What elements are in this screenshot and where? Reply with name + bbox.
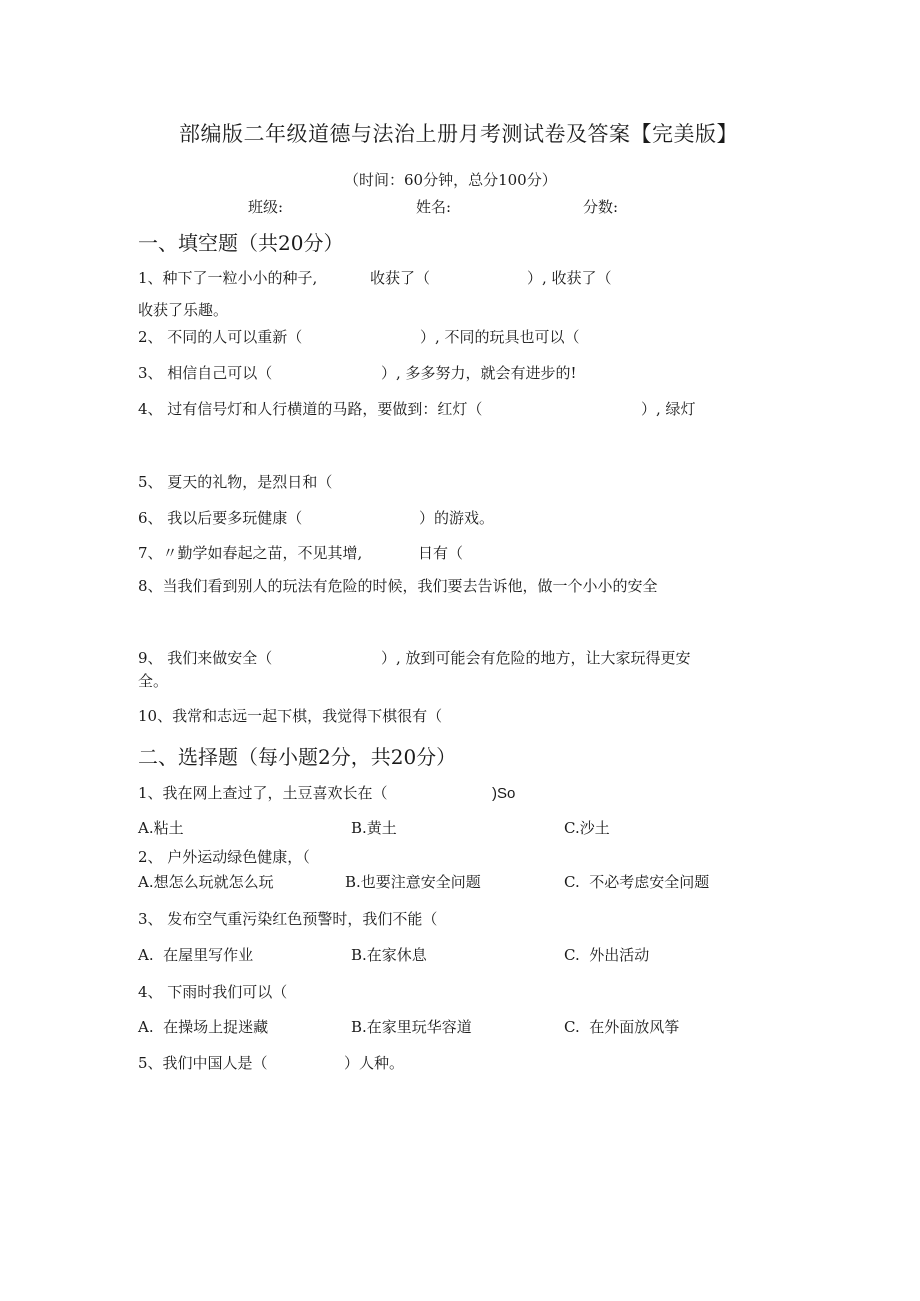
fill-q3-b: ）, 多多努力，就会有进步的!: [381, 364, 577, 382]
choice-q1-option-c: C.沙土: [564, 819, 610, 837]
fill-q1-b: 收获了（: [370, 269, 431, 287]
choice-q4-option-c: C. 在外面放风筝: [564, 1018, 680, 1036]
choice-q1-option-b: B.黄土: [351, 819, 397, 837]
score-label: 分数:: [583, 198, 619, 216]
fill-q1-c: ）, 收获了（: [527, 269, 612, 287]
choice-q2-option-b: B.也要注意安全问题: [345, 873, 481, 891]
choice-q2: 2、 户外运动绿色健康，（: [138, 848, 310, 866]
choice-q3-option-c: C. 外出活动: [564, 946, 650, 964]
section1-heading: 一、填空题（共20分）: [138, 231, 344, 255]
time-note: （时间：60分钟，总分100分）: [344, 171, 557, 189]
fill-q5: 5、 夏天的礼物，是烈日和（: [138, 473, 333, 491]
fill-q2-a: 2、 不同的人可以重新（: [138, 328, 303, 346]
choice-q1-a: 1、我在网上查过了，土豆喜欢长在（: [138, 784, 388, 802]
exam-title: 部编版二年级道德与法治上册月考测试卷及答案【完美版】: [179, 122, 738, 146]
choice-q5-b: ）人种。: [344, 1054, 405, 1072]
fill-q6-b: ）的游戏。: [419, 509, 495, 527]
fill-q7-b: 日有（: [418, 544, 464, 562]
fill-q1-d: 收获了乐趣。: [138, 301, 229, 319]
choice-q3-option-b: B.在家休息: [351, 946, 427, 964]
choice-q2-option-c: C. 不必考虑安全问题: [564, 873, 710, 891]
fill-q10: 10、我常和志远一起下棋，我觉得下棋很有（: [138, 707, 443, 725]
choice-q1-option-a: A.粘土: [138, 819, 184, 837]
fill-q3-a: 3、 相信自己可以（: [138, 364, 273, 382]
fill-q9-c: 全。: [138, 672, 169, 690]
fill-q4-a: 4、 过有信号灯和人行横道的马路，要做到：红灯（: [138, 400, 483, 418]
choice-q4-option-b: B.在家里玩华容道: [351, 1018, 472, 1036]
fill-q9-a: 9、 我们来做安全（: [138, 649, 273, 667]
section2-heading: 二、选择题（每小题2分，共20分）: [138, 745, 457, 769]
fill-q2-b: ）, 不同的玩具也可以（: [420, 328, 580, 346]
choice-q3-option-a: A. 在屋里写作业: [138, 946, 254, 964]
fill-q7-a: 7、〃勤学如春起之苗，不见其增,: [138, 544, 363, 562]
class-label: 班级:: [248, 198, 284, 216]
choice-q3: 3、 发布空气重污染红色预警时，我们不能（: [138, 910, 438, 928]
fill-q1-a: 1、种下了一粒小小的种子,: [138, 269, 318, 287]
fill-q4-b: ）, 绿灯: [641, 400, 696, 418]
choice-q1-b: )So: [492, 785, 516, 802]
fill-q9-b: ）, 放到可能会有危险的地方，让大家玩得更安: [381, 649, 691, 667]
choice-q4-option-a: A. 在操场上捉迷藏: [138, 1018, 269, 1036]
fill-q8: 8、当我们看到别人的玩法有危险的时候，我们要去告诉他，做一个小小的安全: [138, 577, 658, 595]
fill-q6-a: 6、 我以后要多玩健康（: [138, 509, 303, 527]
choice-q4: 4、 下雨时我们可以（: [138, 983, 288, 1001]
choice-q5-a: 5、我们中国人是（: [138, 1054, 268, 1072]
choice-q2-option-a: A.想怎么玩就怎么玩: [138, 873, 274, 891]
name-label: 姓名:: [416, 198, 452, 216]
